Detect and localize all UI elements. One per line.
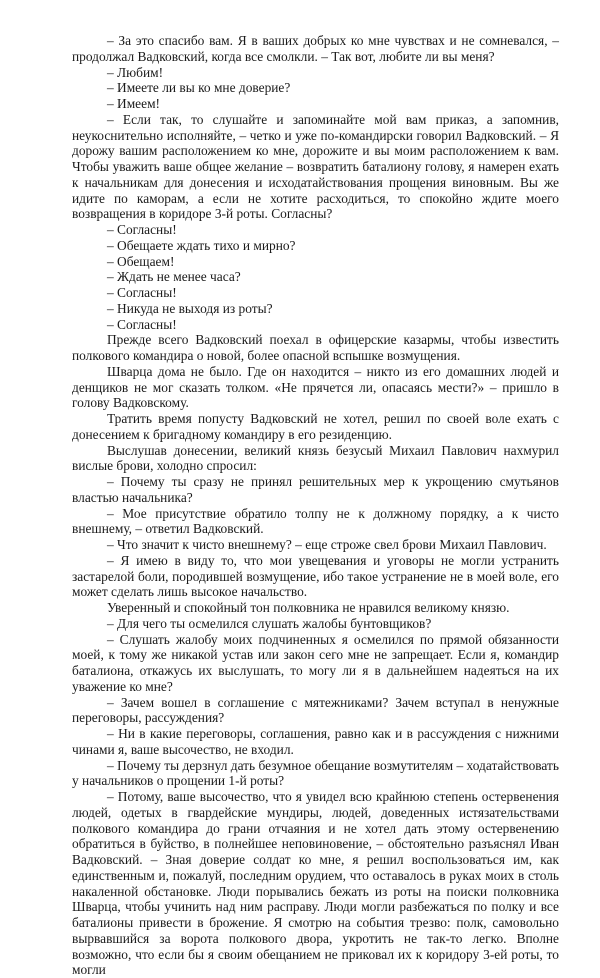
paragraph: – Имеете ли вы ко мне доверие? (107, 80, 291, 96)
paragraph: – Потому, ваше высочество, что я увидел всю крайнюю степень остервенения людей, одетых в гвардейские мундиры, людей, доведенных истязательствами полкового командира до грани отчаяния и не хотел дать этому остервенению обратиться в буйство, в полнейшее неповиновение, – обстоятельно разъяснял Иван Вадковский. – Зная доверие солдат ко мне, я решил воспользоваться им, как единственным и, пожалуй, последним орудием, что оставалось в руках моих в столь накаленной обстановке. Люди порывались бежать из роты на поиски полковника Шварца, чтобы учинить над ним расправу. Люди могли разбежаться по полку и все баталионы привести в брожение. Я смотрю на события трезво: полк, самовольно вырвавшийся за ворота полкового двора, укротить не так-то легко. Вполне возможно, что если бы я своим обещанием не приковал их к коридору 3-ей роты, то могли (72, 789, 559, 978)
paragraph: – Мое присутствие обратило толпу не к должному порядку, а к чисто внешнему, – ответил Вадковский. (72, 505, 559, 537)
paragraph: – Если так, то слушайте и запоминайте мой вам приказ, а запомнив, неукоснительно исполняйте, – четко и уже по-командирски говорил Вадковский. – Я дорожу вашим расположением ко мне, дорожите и вы моим расположением к вам. Чтобы уважить ваше общее желание – возвратить баталиону голову, я намерен ехать к начальникам для донесения и исходатайствования прощения виновным. Вы же идите по каморам, а если не хотите расходиться, то спокойно ждите моего возвращения в коридоре 3-й роты. Согласны? (72, 111, 559, 222)
paragraph: – Имеем! (107, 96, 161, 111)
paragraph: – Я имею в виду то, что мои увещевания и уговоры не могли устранить застарелой боли, породившей возмущение, ибо такое устранение не в моей воле, его может сделать лишь высокое начальство. (72, 552, 559, 600)
paragraph: – Зачем вошел в соглашение с мятежниками? Зачем вступал в ненужные переговоры, рассуждения? (72, 694, 559, 726)
paragraph: – Согласны! (107, 222, 177, 237)
paragraph: Шварца дома не было. Где он находится – никто из его домашних людей и денщиков не мог сказать толком. «Не прячется ли, опасаясь мести?» – пришло в голову Вадковскому. (72, 363, 559, 411)
paragraph: Выслушав донесении, великий князь безусый Михаил Павлович нахмурил вислые брови, холодно спросил: (72, 442, 559, 474)
paragraph: – Согласны! (107, 285, 177, 300)
paragraph: – Обещаете ждать тихо и мирно? (107, 237, 296, 253)
paragraph: Тратить время попусту Вадковский не хотел, решил по своей воле ехать с донесением к бригадному командиру в его резиденцию. (72, 411, 559, 442)
paragraph: – Ждать не менее часа? (107, 269, 241, 285)
paragraph: – Слушать жалобу моих подчиненных я осмелился по прямой обязанности моей, к тому же никакой устав или закон сего мне не запрещает. Если я, командир баталиона, откажусь их выслушать, то могу ли я в дальнейшем надеяться на их уважение ко мне? (72, 631, 559, 694)
paragraph: – Ни в какие переговоры, соглашения, равно как и в рассуждения с нижними чинами я, ваше высочество, не входил. (72, 726, 559, 757)
paragraph: – Никуда не выходя из роты? (107, 300, 273, 316)
paragraph: Уверенный и спокойный тон полковника не нравился великому князю. (107, 600, 510, 615)
paragraph: – Что значит к чисто внешнему? – еще строже свел брови Михаил Павлович. (107, 537, 547, 552)
paragraph: – Почему ты сразу не принял решительных мер к укрощению смутьянов властью начальника? (72, 474, 559, 505)
paragraph: – Почему ты дерзнул дать безумное обещание возмутителям – ходатайствовать у начальников о прощении 1-й роты? (72, 757, 559, 789)
paragraph: Прежде всего Вадковский поехал в офицерские казармы, чтобы известить полкового командира о новой, более опасной вспышке возмущения. (72, 332, 559, 363)
document-page (72, 33, 559, 978)
paragraph: – Для чего ты осмелился слушать жалобы бунтовщиков? (107, 615, 432, 631)
paragraph: – Любим! (107, 64, 164, 80)
paragraph: – За это спасибо вам. Я в ваших добрых ко мне чувствах и не сомневался, – продолжал Вадковский, когда все смолкли. – Так вот, любите ли вы меня? (72, 33, 559, 64)
paragraph: – Обещаем! (107, 253, 175, 269)
paragraph: – Согласны! (107, 316, 177, 332)
